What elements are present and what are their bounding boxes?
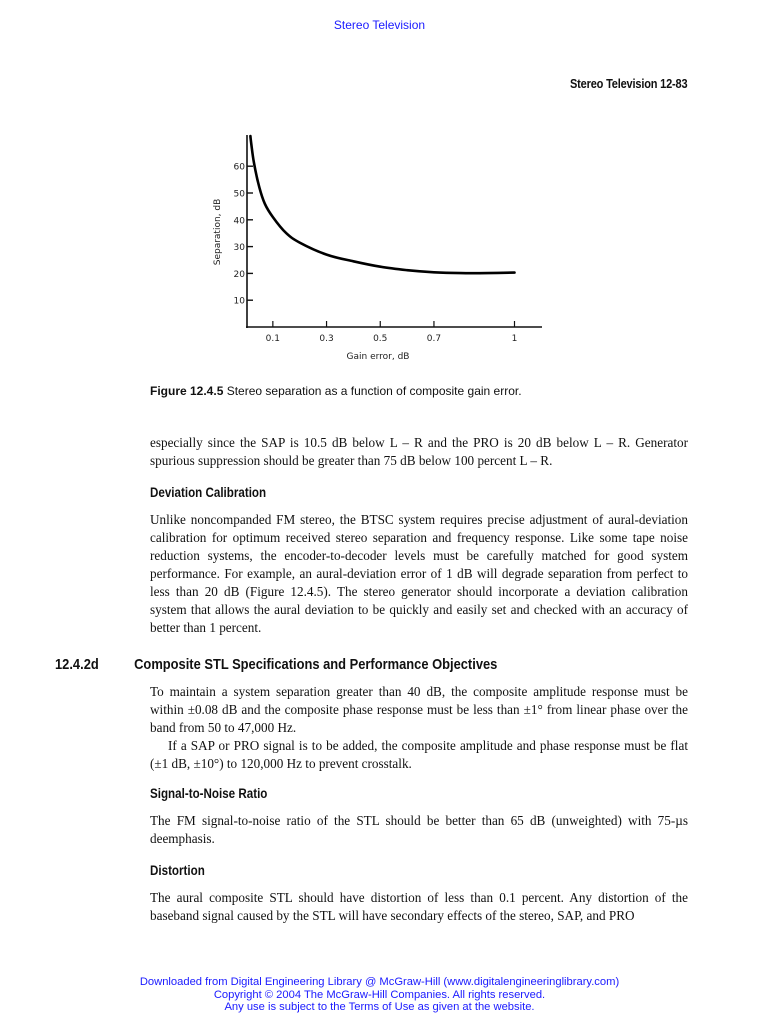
- x-tick-label: 0.1: [265, 334, 281, 344]
- y-tick-label: 20: [233, 269, 245, 280]
- y-tick-label: 60: [233, 162, 245, 173]
- footer-line-terms[interactable]: Any use is subject to the Terms of Use as given at the website.: [224, 1001, 535, 1013]
- section-heading-12-4-2d: [55, 656, 497, 673]
- y-tick-label: 40: [233, 216, 245, 227]
- paragraph-text: To maintain a system separation greater than 40 dB, the composite amplitude response must be within ±0.08 dB and the composite phase response must be less than ±1° from linear phase over the band from 50 to 47,000 Hz.: [150, 684, 688, 735]
- paragraph-text: The FM signal-to-noise ratio of the STL should be better than 65 dB (unweighted) with 75-µs deemphasis.: [150, 813, 688, 846]
- running-head: Stereo Television 12-83: [569, 77, 687, 91]
- section-title: Composite STL Specifications and Performance Objectives: [134, 656, 498, 673]
- x-tick-label: 1: [511, 334, 518, 344]
- separation-vs-gain-error-chart: [200, 125, 560, 375]
- paragraph-distortion: [150, 889, 688, 925]
- y-tick-label: 30: [233, 243, 245, 254]
- separation-curve: [250, 136, 514, 273]
- paragraph-text: Unlike noncompanded FM stereo, the BTSC system requires precise adjustment of aural-deviation calibration for optimum received stereo separation and frequency response. Like some tape noise reduction systems, the encoder-to-decoder levels must be carefully matched for good system performance. For example, an aural-deviation error of 1 dB will degrade separation from perfect to less than 20 dB (Figure 12.4.5). The stereo generator should incorporate a deviation calibration system that allows the aural deviation to be quickly and easily set and checked with an accuracy of better than 1 percent.: [150, 512, 688, 635]
- figure-caption-text: Stereo separation as a function of composite gain error.: [223, 384, 522, 398]
- figure-label: Figure 12.4.5: [150, 384, 224, 398]
- paragraph-signal-to-noise: [150, 812, 688, 848]
- figure-caption: [150, 384, 522, 398]
- figure-chart: [200, 125, 560, 375]
- subheading-signal-to-noise: Signal-to-Noise Ratio: [150, 786, 268, 801]
- footer-copyright: [0, 976, 759, 1014]
- footer-line-download[interactable]: Downloaded from Digital Engineering Library @ McGraw-Hill (www.digitalengineeringlibrary.com): [139, 976, 620, 988]
- footer-line-copyright[interactable]: Copyright © 2004 The McGraw-Hill Companies. All rights reserved.: [213, 988, 546, 1001]
- paragraph-deviation-calibration: [150, 511, 688, 637]
- paragraph-composite-stl: [150, 683, 688, 773]
- paragraph-generator-suppression: [150, 434, 688, 470]
- paragraph-text: especially since the SAP is 10.5 dB below L – R and the PRO is 20 dB below L – R. Generator spurious suppression should be greater than 75 dB below 100 percent L – R.: [150, 435, 688, 468]
- x-tick-label: 0.3: [319, 334, 334, 344]
- paragraph-text: If a SAP or PRO signal is to be added, the composite amplitude and phase response must be flat (±1 dB, ±10°) to 120,000 Hz to prevent crosstalk.: [150, 738, 688, 771]
- paragraph-text: The aural composite STL should have distortion of less than 0.1 percent. Any distortion of the baseband signal caused by the STL will have secondary effects of the stereo, SAP, and PRO: [150, 890, 688, 923]
- subheading-deviation-calibration: Deviation Calibration: [150, 485, 267, 500]
- top-link-stereo-television[interactable]: Stereo Television: [333, 18, 426, 32]
- y-tick-label: 10: [233, 296, 245, 307]
- y-tick-label: 50: [233, 189, 245, 200]
- y-axis-label: Separation, dB: [213, 198, 223, 266]
- x-tick-label: 0.5: [373, 334, 388, 344]
- x-tick-label: 0.7: [426, 334, 442, 344]
- x-axis-label: Gain error, dB: [346, 352, 410, 362]
- subheading-distortion: Distortion: [150, 863, 205, 878]
- section-number: 12.4.2d: [55, 656, 99, 673]
